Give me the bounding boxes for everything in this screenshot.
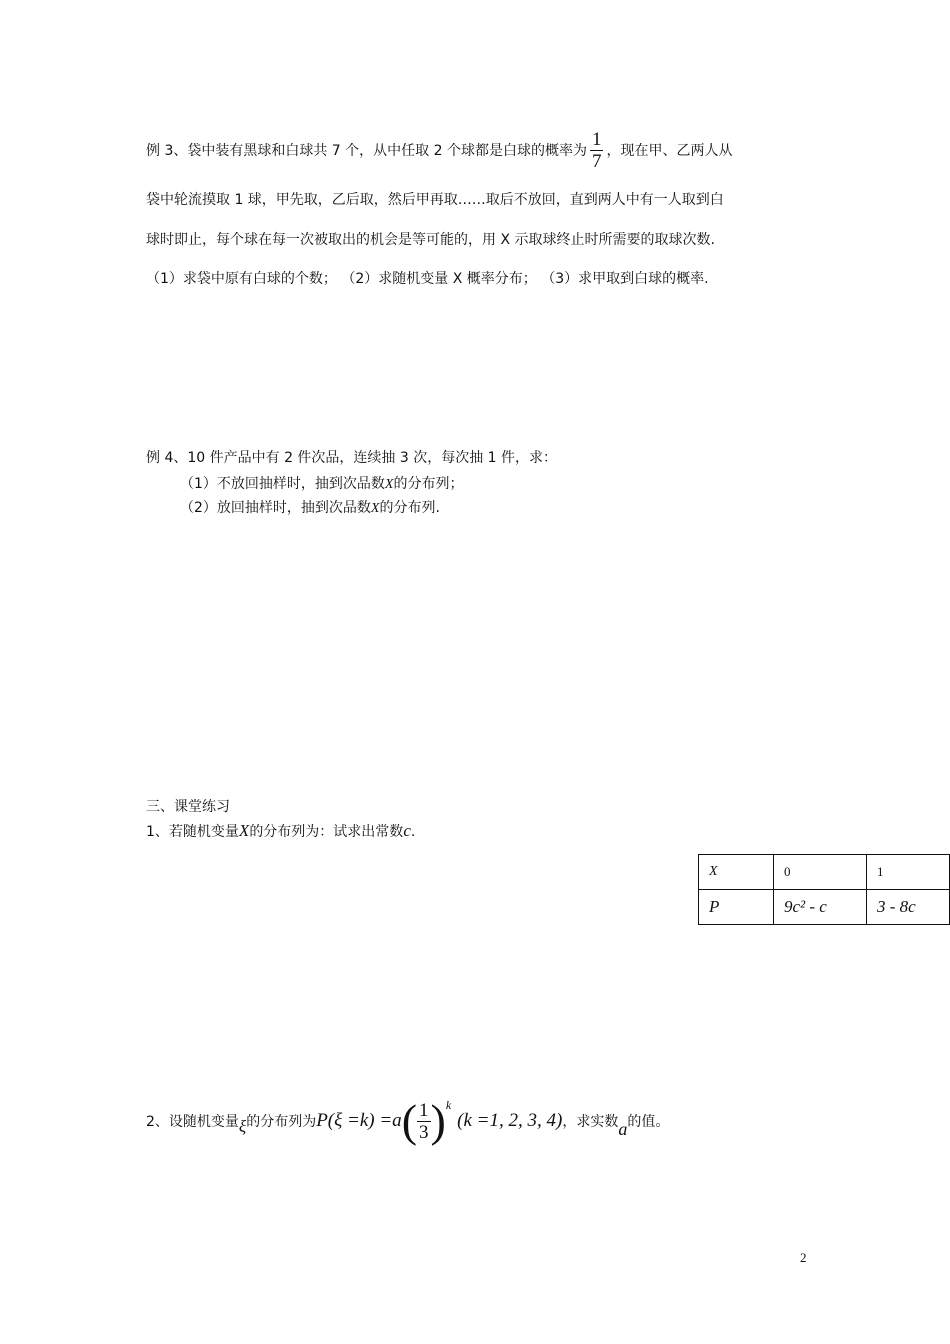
table-row (699, 855, 950, 890)
example3-line3: 球时即止，每个球在每一次被取出的机会是等可能的，用 X 示取球终止时所需要的取球次数. (146, 232, 715, 248)
formula-left: P(ξ =k) =a (316, 1110, 402, 1131)
question1-text: 1、若随机变量 (146, 824, 239, 840)
formula-right: (k =1, 2, 3, 4) (457, 1110, 563, 1131)
right-paren: ) (430, 1095, 446, 1146)
question2-text: 2、设随机变量 (146, 1114, 239, 1130)
example3-text: 例 3、袋中装有黑球和白球共 7 个，从中任取 2 个球都是白球的概率为 (146, 143, 587, 159)
variable-x: X (238, 821, 250, 840)
item2-text: （2）放回抽样时，抽到次品数 (180, 500, 371, 516)
question1-end: . (410, 824, 416, 840)
example4-item2 (180, 497, 440, 517)
fraction-numerator: 1 (591, 128, 602, 150)
item1-text: （1）不放回抽样时，抽到次品数 (180, 476, 385, 492)
question2-end: 的值。 (627, 1114, 670, 1130)
example3-questions: （1）求袋中原有白球的个数； （2）求随机变量 X 概率分布； （3）求甲取到白球的概率. (146, 271, 709, 287)
example4-item1 (180, 473, 463, 493)
fraction-denominator: 7 (591, 150, 602, 172)
probability-cell-0: 9c² - c (774, 890, 867, 925)
page-number: 2 (800, 1250, 807, 1265)
probability-cell-1: 3 - 8c (867, 890, 950, 925)
question2-text-tail: ，求实数 (562, 1114, 619, 1130)
fraction-one-third (417, 1101, 431, 1142)
header-cell-1: 1 (867, 855, 950, 890)
exponent-k: k (445, 1097, 452, 1112)
example4-prompt: 例 4、10 件产品中有 2 件次品，连续抽 3 次，每次抽 1 件，求： (146, 450, 558, 466)
question1 (146, 821, 415, 841)
example3-line2: 袋中轮流摸取 1 球，甲先取，乙后取，然后甲再取……取后不放回，直到两人中有一人取到白 (146, 192, 724, 208)
constant-c: c (403, 821, 411, 840)
question2-text-mid: 的分布列为 (246, 1114, 317, 1130)
variable-x: X (370, 501, 380, 516)
question1-text-mid: 的分布列为：试求出常数 (249, 824, 404, 840)
item2-text-tail: 的分布列. (379, 500, 440, 516)
fraction-numerator: 1 (419, 1099, 429, 1121)
fraction-denominator: 3 (419, 1121, 429, 1143)
header-cell-x: X (699, 855, 774, 890)
constant-a: a (618, 1118, 628, 1139)
fraction-one-seventh (590, 130, 604, 171)
example3-line1 (146, 128, 732, 172)
question2 (146, 1092, 669, 1150)
example3-text-tail: ，现在甲、乙两人从 (606, 143, 733, 159)
section-heading: 三、课堂练习 (146, 799, 230, 815)
item1-text-tail: 的分布列； (393, 476, 464, 492)
variable-x: X (384, 477, 394, 492)
left-paren: ( (401, 1095, 418, 1146)
row-label-p: P (699, 890, 774, 925)
table-row (699, 890, 950, 925)
variable-xi: ξ (238, 1117, 247, 1136)
distribution-table (698, 854, 950, 925)
header-cell-0: 0 (774, 855, 867, 890)
